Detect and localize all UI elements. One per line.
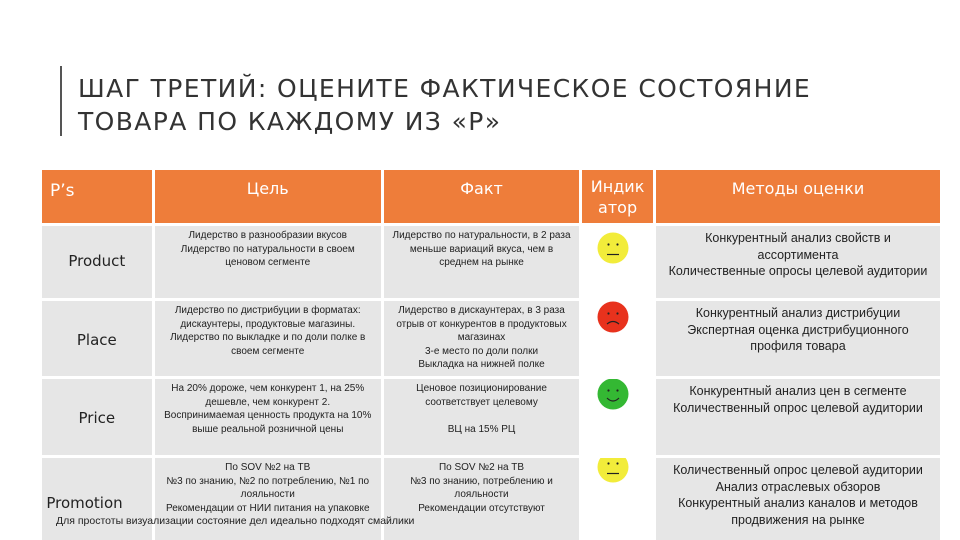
method-line: Экспертная оценка дистрибуционного профиля товара (687, 322, 909, 353)
goal-cell (155, 458, 381, 540)
header-methods: Методы оценки (656, 170, 940, 223)
goal-line: На 20% дороже, чем конкурент 1, на 25% дешевле, чем конкурент 2. (171, 383, 365, 408)
methods-cell (656, 226, 940, 298)
sad-face-icon (597, 301, 629, 333)
indicator-cell (582, 458, 653, 540)
neutral-face-icon (597, 458, 629, 483)
p-name: Promotion (46, 494, 123, 512)
indicator-cell (582, 226, 653, 298)
goal-line: Лидерство по натуральности в своем ценовом сегменте (180, 243, 355, 268)
method-line: Количественный опрос целевой аудитории (673, 463, 923, 477)
slide-title-line-2: ТОВАРА ПО КАЖДОМУ ИЗ «Р» (78, 107, 502, 136)
fact-line: ВЦ на 15% РЦ (447, 424, 516, 435)
fact-line: Ценовое позиционирование соответствует целевому (416, 383, 547, 408)
header-indicator: Индик атор (582, 170, 653, 223)
goal-line: Лидерство по дистрибуции в форматах: дискаунтеры, продуктовые магазины. (174, 305, 361, 330)
methods-cell (656, 301, 940, 376)
p-name-cell (42, 458, 152, 540)
table-row (42, 458, 940, 540)
method-line: Количественный опрос целевой аудитории (673, 400, 923, 415)
p-name: Price (78, 409, 116, 427)
goal-cell (155, 301, 381, 376)
fact-line: Рекомендации отсутствуют (418, 502, 545, 514)
methods-cell (656, 458, 940, 540)
neutral-face-icon (597, 232, 629, 264)
slide-title (78, 72, 918, 138)
title-accent-bar (60, 66, 62, 136)
table-row (42, 379, 940, 455)
table-row (42, 301, 940, 376)
method-line: Конкурентный анализ цен в сегменте (689, 384, 907, 398)
fact-cell (384, 379, 579, 455)
fact-cell (384, 458, 579, 540)
fact-cell (384, 226, 579, 298)
p-name: Place (76, 331, 117, 349)
fact-line: 3-е место по доли полки (424, 345, 539, 357)
fact-line: По SOV №2 на ТВ (438, 462, 525, 473)
goal-line: Воспринимаемая ценность продукта на 10% выше реальной розничной цены (164, 410, 372, 435)
goal-line: Рекомендации от НИИ питания на упаковке (165, 502, 370, 514)
method-line: Конкурентный анализ каналов и методов продвижения на рынке (678, 496, 918, 527)
fact-cell (384, 301, 579, 376)
p-name-cell (42, 379, 152, 455)
fact-line: Выкладка на нижней полке (418, 359, 545, 370)
footnote: Для простоты визуализации состояние дел идеально подходят смайлики (56, 515, 415, 527)
header-fact: Факт (384, 170, 579, 223)
method-line: Количественные опросы целевой аудитории (668, 264, 928, 278)
fact-line: Лидерство по натуральности, в 2 раза меньше вариаций вкуса, чем в среднем на рынке (392, 230, 571, 268)
header-goal: Цель (155, 170, 381, 223)
p-name-cell (42, 226, 152, 298)
goal-cell (155, 226, 381, 298)
method-line: Анализ отраслевых обзоров (715, 479, 881, 494)
method-line: Конкурентный анализ дистрибуции (695, 306, 901, 320)
method-line: Конкурентный анализ свойств и ассортимента (705, 231, 891, 262)
indicator-cell (582, 379, 653, 455)
fact-line: №3 по знанию, потреблению и лояльности (410, 475, 553, 500)
p-name: Product (68, 252, 126, 270)
smile-face-icon (597, 379, 629, 410)
indicator-cell (582, 301, 653, 376)
fact-spacer (390, 409, 573, 423)
goal-line: Лидерство в разнообразии вкусов (188, 230, 347, 241)
header-ps: P’s (42, 170, 152, 223)
goal-line: По SOV №2 на ТВ (225, 462, 311, 473)
goal-cell (155, 379, 381, 455)
table-header-row (42, 170, 940, 223)
goal-line: Лидерство по выкладке и по доли полке в своем сегменте (170, 332, 366, 357)
table-row (42, 226, 940, 298)
goal-line: №3 по знанию, №2 по потреблению, №1 по лояльности (166, 475, 370, 500)
slide-title-line-1: ШАГ ТРЕТИЙ: ОЦЕНИТЕ ФАКТИЧЕСКОЕ СОСТОЯНИЕ (78, 74, 812, 103)
evaluation-table (42, 170, 940, 540)
fact-line: Лидерство в дискаунтерах, в 3 раза отрыв от конкурентов в продуктовых магазинах (396, 305, 567, 343)
methods-cell (656, 379, 940, 455)
p-name-cell (42, 301, 152, 376)
